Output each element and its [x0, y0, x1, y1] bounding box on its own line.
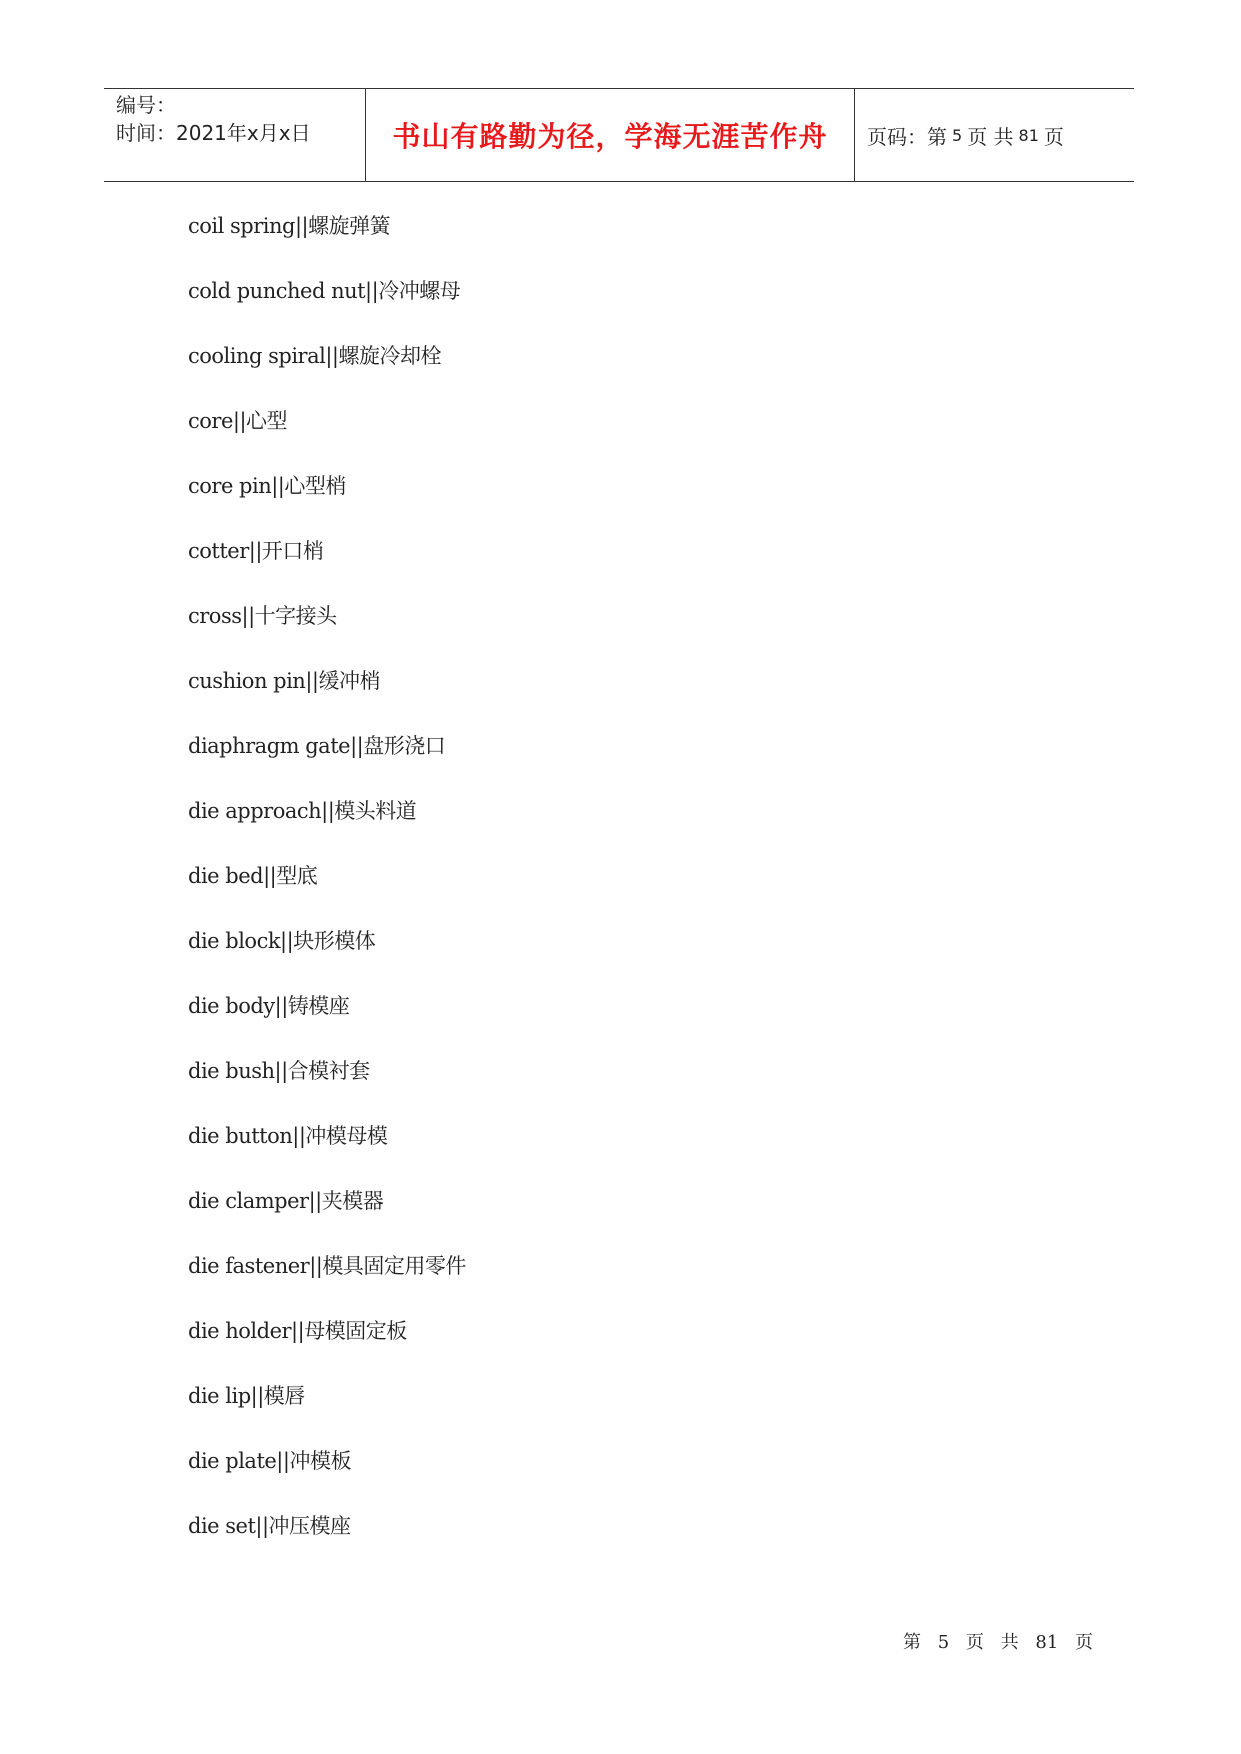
footer-page-word: 页: [965, 1632, 984, 1653]
document-number-label: 编号：: [116, 93, 176, 117]
page-footer: [903, 1628, 1100, 1654]
page-code-mid: 页 共: [967, 124, 1014, 149]
glossary-entry: die block||块形模体: [188, 929, 376, 953]
glossary-entry: cross||十字接头: [188, 604, 337, 628]
footer-suffix: 页: [1075, 1632, 1094, 1653]
glossary-entry: die clamper||夹模器: [188, 1189, 384, 1213]
glossary-entry: cold punched nut||冷冲螺母: [188, 279, 461, 303]
glossary-entry: cooling spiral||螺旋冷却栓: [188, 344, 441, 368]
page-code-current: 5: [952, 125, 963, 145]
glossary-entry: diaphragm gate||盘形浇口: [188, 734, 446, 758]
header-meta: [104, 89, 366, 181]
footer-total-prefix: 共: [1000, 1632, 1019, 1653]
glossary-entry: die fastener||模具固定用零件: [188, 1254, 466, 1278]
header-motto: 书山有路勤为径，学海无涯苦作舟: [366, 89, 855, 181]
page-code-prefix: 页码：第: [867, 124, 947, 149]
footer-prefix: 第: [903, 1632, 921, 1653]
glossary-entry: die plate||冲模板: [188, 1449, 351, 1473]
glossary-entry: coil spring||螺旋弹簧: [188, 214, 391, 238]
document-date: 时间：2021年x月x日: [116, 121, 311, 145]
glossary-entry: core||心型: [188, 409, 288, 433]
glossary-entry: cushion pin||缓冲梢: [188, 669, 380, 693]
glossary-entry: die holder||母模固定板: [188, 1319, 407, 1343]
glossary-list: [188, 208, 466, 1573]
page-code-suffix: 页: [1043, 124, 1064, 149]
glossary-entry: cotter||开口梢: [188, 539, 324, 563]
glossary-entry: die lip||模唇: [188, 1384, 305, 1408]
page-header: [104, 88, 1134, 182]
glossary-entry: die approach||模头料道: [188, 799, 417, 823]
glossary-entry: die button||冲模母模: [188, 1124, 388, 1148]
glossary-entry: die body||铸模座: [188, 994, 350, 1018]
glossary-entry: die bush||合模衬套: [188, 1059, 370, 1083]
glossary-entry: die bed||型底: [188, 864, 318, 888]
page-code-total: 81: [1018, 125, 1039, 145]
header-page-code: [855, 89, 1134, 181]
footer-current-page: 5: [937, 1632, 950, 1653]
footer-total-pages: 81: [1035, 1632, 1059, 1653]
glossary-entry: die set||冲压模座: [188, 1514, 351, 1538]
glossary-entry: core pin||心型梢: [188, 474, 346, 498]
